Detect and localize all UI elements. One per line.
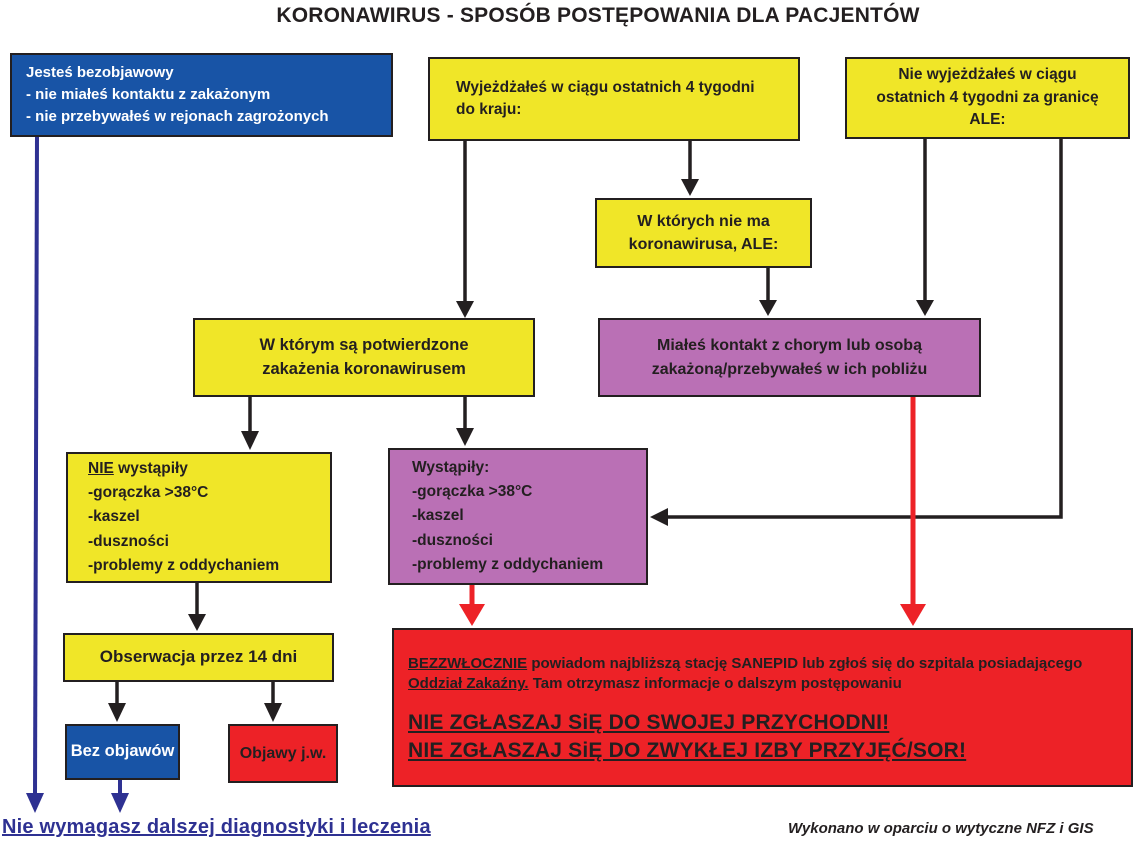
underlined-word: NIE (88, 460, 114, 478)
node-text-line: ostatnich 4 tygodni za granicę (876, 88, 1099, 106)
node-text-line: Objawy j.w. (239, 744, 327, 762)
node-text-line: -duszności (88, 532, 169, 550)
underlined-word: BEZZWŁOCZNIE (408, 655, 528, 672)
node-contact-with-infected (598, 318, 981, 397)
node-text-line: Wyjeżdżałeś w ciągu ostatnich 4 tygodni (456, 78, 755, 96)
node-text-fragment: powiadom najbliższą stację SANEPID lub zgłoś się do szpitala posiadającego (527, 655, 1083, 672)
node-text-line: do kraju: (456, 101, 522, 118)
node-asymptomatic (10, 53, 393, 137)
node-text-line: -kaszel (412, 507, 464, 525)
node-no-symptoms-list (66, 452, 332, 583)
node-symptoms-list (388, 448, 648, 585)
node-country-without-corona (595, 198, 812, 268)
node-text-line: Jesteś bezobjawowy (26, 64, 174, 82)
node-text-line: Nie wyjeżdżałeś w ciągu (898, 66, 1077, 84)
node-text-line: -gorączka >38°C (412, 483, 533, 501)
alert-warning-line: NIE ZGŁASZAJ SiĘ DO ZWYKŁEJ IZBY PRZYJĘĆ/SOR! (408, 738, 967, 762)
node-result-symptoms (228, 724, 338, 783)
alert-paragraph (408, 654, 1117, 695)
node-text-line: koronawirusa, ALE: (628, 236, 779, 253)
node-text-line: -problemy z oddychaniem (88, 556, 280, 574)
node-text-line: ALE: (969, 111, 1006, 129)
node-text-line: -duszności (412, 531, 493, 549)
alert-warning-line: NIE ZGŁASZAJ SiĘ DO SWOJEJ PRZYCHODNI! (408, 710, 890, 734)
node-text-line: W którym są potwierdzone (259, 335, 469, 354)
node-text-line: -problemy z oddychaniem (412, 555, 604, 573)
node-text-line (88, 457, 330, 481)
node-text-line: Wystąpiły: (412, 459, 490, 477)
node-observation-14-days (63, 633, 334, 682)
node-country-confirmed-infections (193, 318, 535, 397)
node-text-line: -gorączka >38°C (88, 484, 209, 502)
node-alert-sanepid (392, 628, 1133, 787)
node-result-no-symptoms (65, 724, 180, 780)
node-text-line: - nie przebywałeś w rejonach zagrożonych (26, 107, 329, 125)
alert-warning-lines (408, 709, 1117, 766)
node-text-line: Miałeś kontakt z chorym lub osobą (657, 337, 922, 355)
node-text-fragment: Tam otrzymasz informacje o dalszym postępowaniu (528, 675, 902, 693)
node-text-line: - nie miałeś kontaktu z zakażonym (26, 86, 271, 104)
node-text-line: W których nie ma (637, 212, 770, 230)
result-no-diagnostics-label: Nie wymagasz dalszej diagnostyki i leczenia (2, 816, 431, 838)
node-text-fragment: wystąpiły (113, 460, 188, 478)
node-traveled-abroad (428, 57, 800, 141)
node-text-line: zakażenia koronawirusem (262, 359, 466, 378)
credit-note: Wykonano w oparciu o wytyczne NFZ i GIS (788, 820, 1094, 837)
node-text-line: Bez objawów (70, 742, 175, 761)
underlined-word: Oddział Zakaźny. (408, 675, 529, 693)
page-title: KORONAWIRUS - SPOSÓB POSTĘPOWANIA DLA PACJENTÓW (276, 4, 920, 27)
node-text-line: zakażoną/przebywałeś w ich pobliżu (651, 360, 928, 378)
node-not-traveled (845, 57, 1130, 139)
node-text-line: -kaszel (88, 508, 140, 526)
node-text-line: Obserwacja przez 14 dni (99, 647, 298, 667)
